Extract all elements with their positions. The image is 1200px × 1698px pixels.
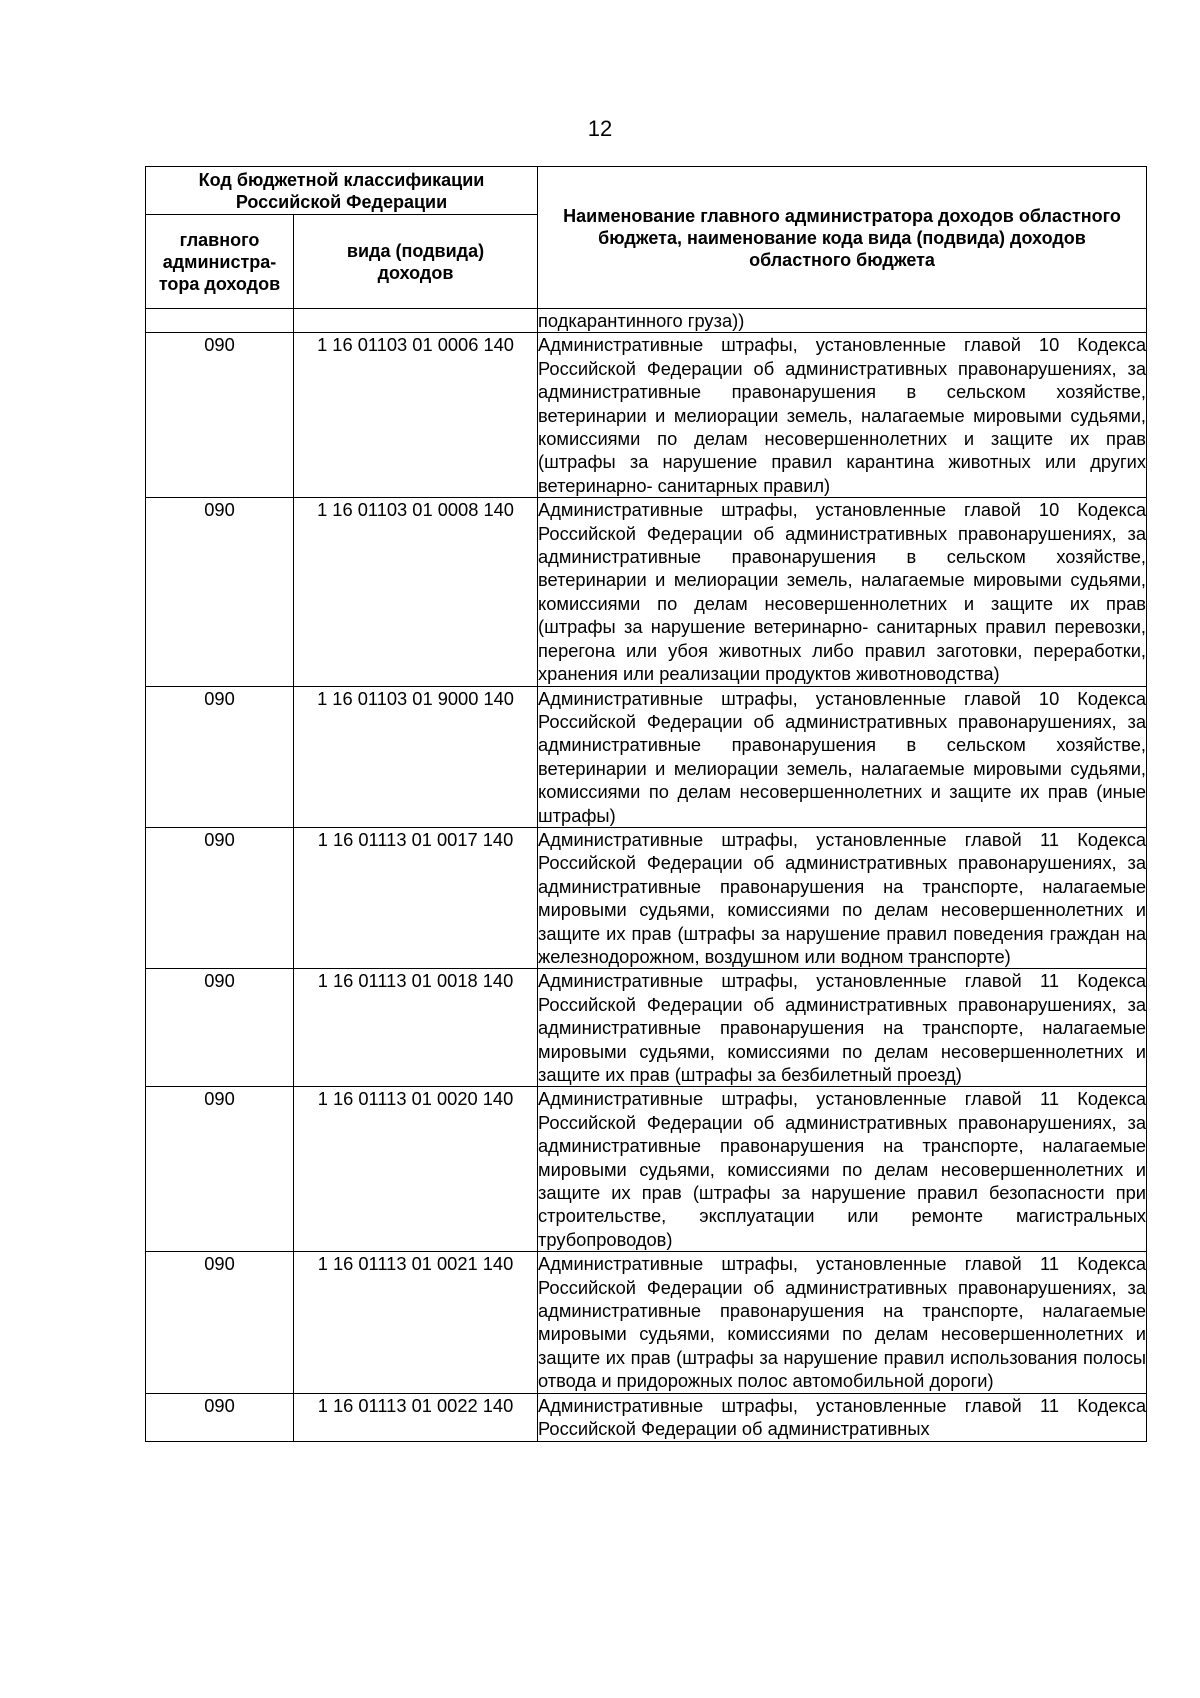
admin-code-cell: 090 [146, 498, 294, 686]
income-name-cell: Административные штрафы, установленные главой 11 Кодекса Российской Федерации об административных правонарушениях, за административные правонарушения на транспорте, налагаемые мировыми судьями, комиссиями по делам несовершеннолетних и защите их прав (штрафы за безбилетный проезд) [538, 970, 1147, 1085]
income-name-cell: Административные штрафы, установленные главой 10 Кодекса Российской Федерации об административных правонарушениях, за административные правонарушения в сельском хозяйстве, ветеринарии и мелиорации земель, налагаемые мировыми судьями, комиссиями по делам несовершеннолетних и защите их прав (штрафы за нарушение правил карантина животных или других ветеринарно- санитарных правил) [538, 334, 1147, 496]
income-type-code-cell: 1 16 01103 01 0008 140 [294, 498, 538, 686]
table-row [146, 969, 1147, 1087]
header-income-type-code: вида (подвида) доходов [294, 215, 538, 309]
admin-code-cell: 090 [146, 969, 294, 1087]
table-row [146, 1393, 1147, 1441]
header-admin-code: главного администра-тора доходов [146, 215, 294, 309]
income-type-code-cell: 1 16 01113 01 0020 140 [294, 1087, 538, 1252]
income-type-code-cell: 1 16 01113 01 0017 140 [294, 827, 538, 968]
income-name-cell: Административные штрафы, установленные главой 11 Кодекса Российской Федерации об административных правонарушениях, за административные правонарушения на транспорте, налагаемые мировыми судьями, комиссиями по делам несовершеннолетних и защите их прав (штрафы за нарушение правил безопасности при строительстве, эксплуатации или ремонте магистральных трубопроводов) [538, 1088, 1147, 1250]
income-type-code-cell: 1 16 01113 01 0021 140 [294, 1252, 538, 1393]
continuation-admin-cell [146, 309, 294, 333]
income-name-cell: Административные штрафы, установленные главой 11 Кодекса Российской Федерации об административных правонарушениях, за административные правонарушения на транспорте, налагаемые мировыми судьями, комиссиями по делам несовершеннолетних и защите их прав (штрафы за нарушение правил использования полосы отвода и придорожных полос автомобильной дороги) [538, 1253, 1147, 1392]
table-body [146, 309, 1147, 1442]
table-row [146, 333, 1147, 498]
income-name-cell: Административные штрафы, установленные главой 10 Кодекса Российской Федерации об административных правонарушениях, за административные правонарушения в сельском хозяйстве, ветеринарии и мелиорации земель, налагаемые мировыми судьями, комиссиями по делам несовершеннолетних и защите их прав (иные штрафы) [538, 687, 1147, 826]
continuation-row [146, 309, 1147, 333]
income-type-code-cell: 1 16 01103 01 9000 140 [294, 686, 538, 827]
admin-code-cell: 090 [146, 1393, 294, 1441]
header-budget-classification-code: Код бюджетной классификации Российской Федерации [146, 167, 538, 215]
continuation-code-cell [294, 309, 538, 333]
admin-code-cell: 090 [146, 1087, 294, 1252]
income-type-code-cell: 1 16 01103 01 0006 140 [294, 333, 538, 498]
continuation-name-cell: подкарантинного груза)) [538, 309, 1147, 333]
budget-classification-table [145, 166, 1147, 1442]
income-name-cell: Административные штрафы, установленные главой 11 Кодекса Российской Федерации об административных правонарушениях, за административные правонарушения на транспорте, налагаемые мировыми судьями, комиссиями по делам несовершеннолетних и защите их прав (штрафы за нарушение правил поведения граждан на железнодорожном, воздушном или водном транспорте) [538, 828, 1147, 967]
income-type-code-cell: 1 16 01113 01 0018 140 [294, 969, 538, 1087]
income-type-code-cell: 1 16 01113 01 0022 140 [294, 1393, 538, 1441]
page-number: 12 [587, 116, 613, 141]
table-row [146, 498, 1147, 686]
table-row [146, 686, 1147, 827]
table-row [146, 1087, 1147, 1252]
table-row [146, 1252, 1147, 1393]
admin-code-cell: 090 [146, 1252, 294, 1393]
header-name: Наименование главного администратора доходов областного бюджета, наименование кода вида (подвида) доходов областного бюджета [538, 167, 1147, 309]
income-name-cell: Административные штрафы, установленные главой 11 Кодекса Российской Федерации об административных [538, 1394, 1147, 1440]
admin-code-cell: 090 [146, 333, 294, 498]
table-row [146, 827, 1147, 968]
admin-code-cell: 090 [146, 686, 294, 827]
admin-code-cell: 090 [146, 827, 294, 968]
income-name-cell: Административные штрафы, установленные главой 10 Кодекса Российской Федерации об административных правонарушениях, за административные правонарушения в сельском хозяйстве, ветеринарии и мелиорации земель, налагаемые мировыми судьями, комиссиями по делам несовершеннолетних и защите их прав (штрафы за нарушение ветеринарно- санитарных правил перевозки, перегона или убоя животных либо правил заготовки, переработки, хранения или реализации продуктов животноводства) [538, 499, 1147, 685]
